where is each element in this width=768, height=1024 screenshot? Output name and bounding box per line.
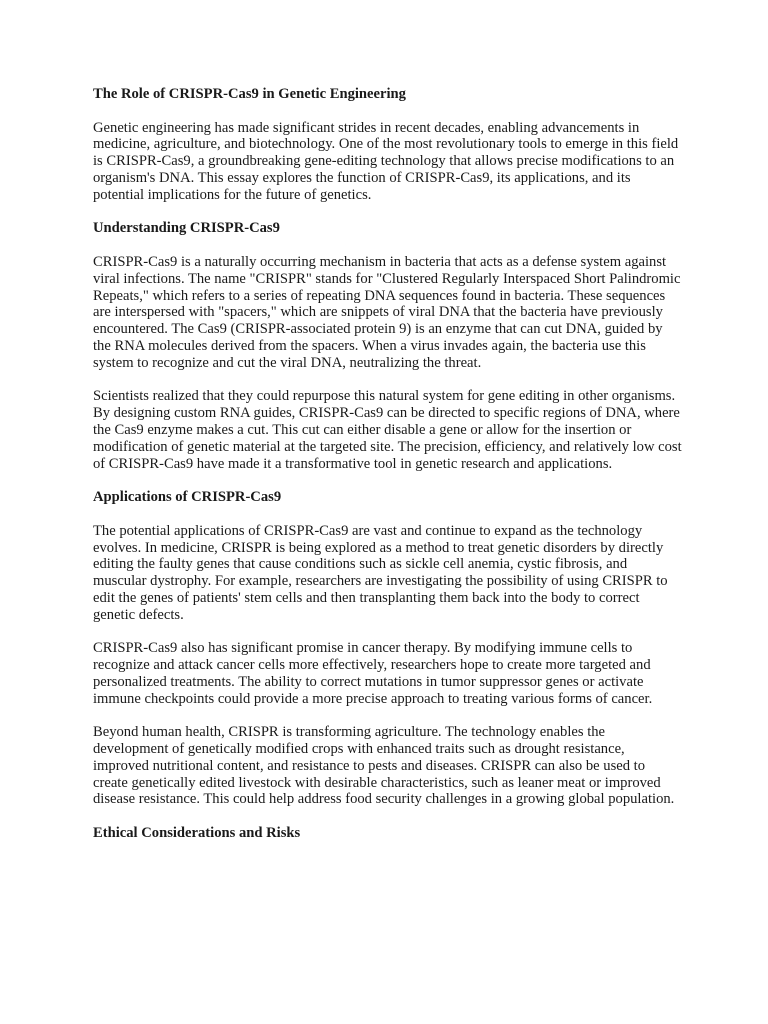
section-heading-understanding: Understanding CRISPR-Cas9: [93, 220, 280, 237]
paragraph: The potential applications of CRISPR-Cas9 are vast and continue to expand as the technology evolves. In medicine, CRISPR is being explored as a method to treat genetic disorders by directly editing the faulty genes that cause conditions such as sickle cell anemia, cystic fibrosis, and muscular dystrophy. For example, researchers are investigating the possibility of using CRISPR to edit the genes of patients' stem cells and then transplanting them back into the body to correct genetic defects.: [93, 522, 668, 623]
document-page: [93, 86, 683, 859]
document-title: The Role of CRISPR-Cas9 in Genetic Engineering: [93, 86, 406, 102]
paragraph: Scientists realized that they could repurpose this natural system for gene editing in other organisms. By designing custom RNA guides, CRISPR-Cas9 can be directed to specific regions of DNA, where the Cas9 enzyme makes a cut. This cut can either disable a gene or allow for the insertion or modification of genetic material at the targeted site. The precision, efficiency, and relatively low cost of CRISPR-Cas9 have made it a transformative tool in genetic research and applications.: [93, 388, 682, 472]
section-heading-applications: Applications of CRISPR-Cas9: [93, 489, 282, 506]
paragraph: Beyond human health, CRISPR is transforming agriculture. The technology enables the development of genetically modified crops with enhanced traits such as drought resistance, improved nutritional content, and resistance to pests and diseases. CRISPR can also be used to create genetically edited livestock with desirable characteristics, such as leaner meat or improved disease resistance. This could help address food security challenges in a growing global population.: [93, 724, 675, 808]
section-heading-ethics: Ethical Considerations and Risks: [93, 825, 301, 842]
intro-paragraph: Genetic engineering has made significant strides in recent decades, enabling advancements in medicine, agriculture, and biotechnology. One of the most revolutionary tools to emerge in this field is CRISPR-Cas9, a groundbreaking gene-editing technology that allows precise modifications to an organism's DNA. This essay explores the function of CRISPR-Cas9, its applications, and its potential implications for the future of genetics.: [93, 119, 679, 203]
paragraph: CRISPR-Cas9 is a naturally occurring mechanism in bacteria that acts as a defense system against viral infections. The name "CRISPR" stands for "Clustered Regularly Interspaced Short Palindromic Repeats," which refers to a series of repeating DNA sequences found in bacteria. These sequences are interspersed with "spacers," which are snippets of viral DNA that the bacteria have previously encountered. The Cas9 (CRISPR-associated protein 9) is an enzyme that can cut DNA, guided by the RNA molecules derived from the spacers. When a virus invades again, the bacteria use this system to recognize and cut the viral DNA, neutralizing the threat.: [93, 253, 681, 371]
paragraph: CRISPR-Cas9 also has significant promise in cancer therapy. By modifying immune cells to recognize and attack cancer cells more effectively, researchers hope to create more targeted and personalized treatments. The ability to correct mutations in tumor suppressor genes or activate immune checkpoints could provide a more precise approach to treating various forms of cancer.: [93, 640, 653, 707]
